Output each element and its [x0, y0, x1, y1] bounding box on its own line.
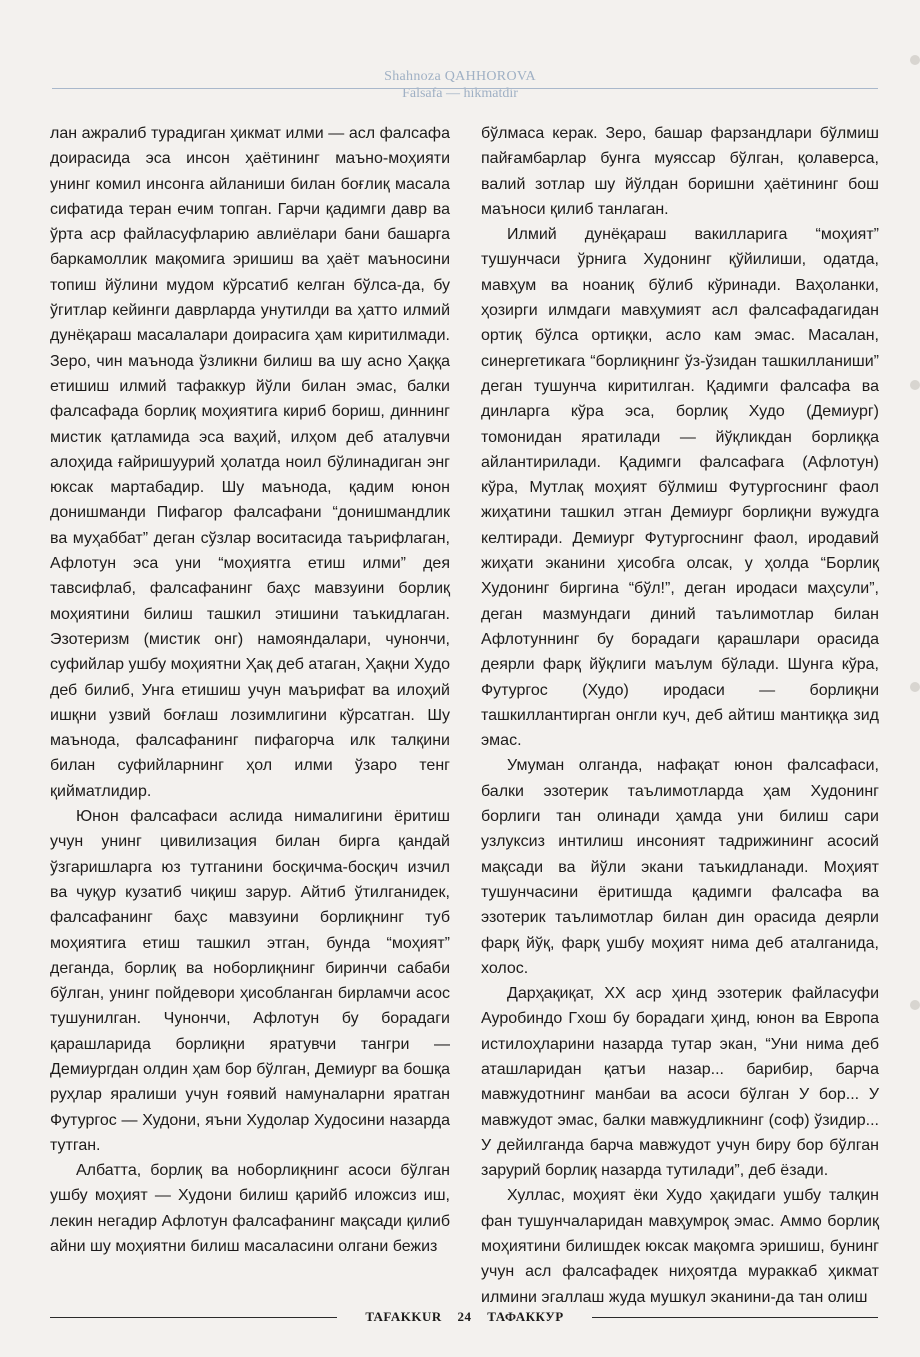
footer-journal-cyrillic: ТАФАККУР	[487, 1309, 564, 1324]
header-author: Shahnoza QAHHOROVA	[384, 69, 536, 84]
paragraph: Илмий дунёқараш вакилларига “моҳият” тушунчаси ўрнига Худонинг қўйилиши, одатда, мавҳум ва ноаниқ бўлиб кўринади. Ваҳоланки, ҳозирги илмдаги мавҳумият асл фалсафадагидан ортиқ бўлса ортиқки, асло кам эмас. Масалан, синергетикага “борлиқнинг ўз-ўзидан ташкилланиши” деган тушунча киритилган. Қадимги фалсафа ва динларга кўра эса, борлиқ Худо (Демиург) томонидан яратилади — йўқликдан борлиққа айлантирилади. Қадимги фалсафага (Афлотун) кўра, Мутлақ моҳият бўлмиш Футургоснинг фаол жиҳатини ташкил этган Демиург борлиқни вужудга келтиради. Демиург Футургоснинг фаол, иродавий жиҳати эканини ҳисобга олсак, у ҳолда “Борлиқ Худонинг биргина “бўл!”, деган иродаси маҳсули”, деган мазмундаги диний таълимотлар билан Афлотуннинг бу борадаги қарашлари орасида деярли фарқ йўқлиги маълум бўлади. Шунга кўра, Футургос (Худо) иродаси — борлиқни ташкиллантирган онгли куч, деб айтиш мантиққа зид эмас.	[481, 226, 879, 750]
binding-hole	[910, 682, 920, 692]
running-header	[0, 68, 920, 102]
right-column	[481, 121, 879, 1310]
paragraph: Хуллас, моҳият ёки Худо ҳақидаги ушбу талқин фан тушунчаларидан мавҳумроқ эмас. Аммо борлиқ моҳиятини билишдек юксак мақомга эришиш, бунинг учун асл фалсафадек ниҳоятда мураккаб ҳикмат илмини эгаллаш жуда мушкул эканини-да тан олиш	[481, 1187, 879, 1306]
footer-text	[337, 1307, 592, 1327]
binding-hole	[910, 55, 920, 65]
header-rule	[52, 88, 878, 89]
binding-hole	[910, 1000, 920, 1010]
page-footer	[0, 1307, 920, 1327]
paragraph: Умуман олганда, нафақат юнон фалсафаси, балки эзотерик таълимотларда ҳам Худонинг борлиги тан олинади ҳамда уни билиш сари узлуксиз интилиш инсоният тадрижининг асосий мақсади ва йўли экани таъкидланади. Моҳият тушунчасини ёритишда қадимги фалсафа ва эзотерик таълимотлар билан дин орасида деярли фарқ йўқ, фарқ ушбу моҳият нима деб аталганида, холос.	[481, 757, 879, 977]
paragraph: Дарҳақиқат, ХХ аср ҳинд эзотерик файласуфи Ауробиндо Гхош бу борадаги ҳинд, юнон ва Европа истилоҳларини назарда тутар экан, “Уни нима деб аташларидан қатъи назар... барибир, барча мавжудотнинг манбаи ва асоси бўлган У бор... У мавжудот эмас, балки мавжудликнинг (соф) ўзидир... У дейилганда барча мавжудот учун биру бор бўлган зарурий борлиқ назарда тутилади”, деб ёзади.	[481, 985, 879, 1180]
footer-journal-latin: TAFAKKUR	[365, 1309, 442, 1324]
header-title: Falsafa — hikmatdir	[402, 86, 518, 101]
paragraph: бўлмаса керак. Зеро, башар фарзандлари бўлмиш пайғамбарлар бунга муяссар бўлган, қолаверса, валий зотлар шу йўлдан боришни ҳаётининг бош маъноси қилиб танлаган.	[481, 125, 879, 218]
page-number: 24	[457, 1309, 472, 1324]
binding-hole	[910, 380, 920, 390]
footer-rule-right	[592, 1317, 878, 1318]
paragraph: Юнон фалсафаси аслида нималигини ёритиш учун унинг цивилизация билан бирга қандай ўзгаришларга юз тутганини босқичма-босқич изчил ва чуқур кузатиб чиқиш зарур. Айтиб ўтилганидек, фалсафанинг баҳс мавзуини борлиқнинг туб моҳиятига етиш ташкил этган, бунда “моҳият” деганда, борлиқ ва ноборлиқнинг биринчи сабаби бўлган, унинг пойдевори ҳисобланган бирламчи асос тушунилган. Чунончи, Афлотун бу борадаги қарашларида борлиқни яратувчи тангри — Демиургдан олдин ҳам бор бўлган, Демиург ва бошқа руҳлар яралиши учун ғоявий намуналарни яратган Футургос — Худони, яъни Худолар Худосини назарда тутган.	[50, 808, 450, 1154]
paragraph: Албатта, борлиқ ва ноборлиқнинг асоси бўлган ушбу моҳият — Худони билиш қарийб иложсиз иш, лекин негадир Афлотун фалсафанинг мақсади қилиб айни шу моҳиятни билиш масаласини олгани бежиз	[50, 1162, 450, 1256]
paragraph: лан ажралиб турадиган ҳикмат илми — асл фалсафа доирасида эса инсон ҳаётининг маъно-моҳияти унинг комил инсонга айланиши билан боғлиқ масала сифатида теран ечим топган. Гарчи қадимги давр ва ўрта аср файласуфларию авлиёлари бани башарга баркамоллик мақомига эришиш ва ҳаёт маъносини топиш йўлини мудом кўрсатиб келган бўлса-да, бу ўгитлар кейинги даврларда унутилди ва ҳатто илмий дунёқараш масалалари доирасига ҳам киритилмади. Зеро, чин маънода ўзликни билиш ва шу асно Ҳаққа етишиш илмий тафаккур йўли билан эмас, балки фалсафада борлиқ моҳиятига кириб бориш, диннинг мистик қатламида эса ваҳий, илҳом деб аталувчи алоҳида ғайришуурий ҳолатда ноил бўлинадиган энг юксак мартабадир. Шу маънода, қадим юнон донишманди Пифагор фалсафани “донишмандлик ва муҳаббат” деган сўзлар воситасида таърифлаган, Афлотун эса уни “моҳиятга етиш илми” дея тавсифлаб, фалсафанинг баҳс мавзуини борлиқ моҳиятини билиш ташкил этишини таъкидлаган. Эзотеризм (мистик онг) намояндалари, чунончи, суфийлар ушбу моҳиятни Ҳақ деб атаган, Ҳақни Худо деб билиб, Унга етишиш учун маърифат ва илоҳий ишқни узвий боғлаш лозимлигини кўрсатган. Шу маънода, фалсафанинг пифагорча илк талқини билан суфийларнинг ҳол илми ўзаро тенг қийматлидир.	[50, 125, 450, 800]
footer-rule-left	[50, 1317, 337, 1318]
left-column	[50, 121, 450, 1259]
